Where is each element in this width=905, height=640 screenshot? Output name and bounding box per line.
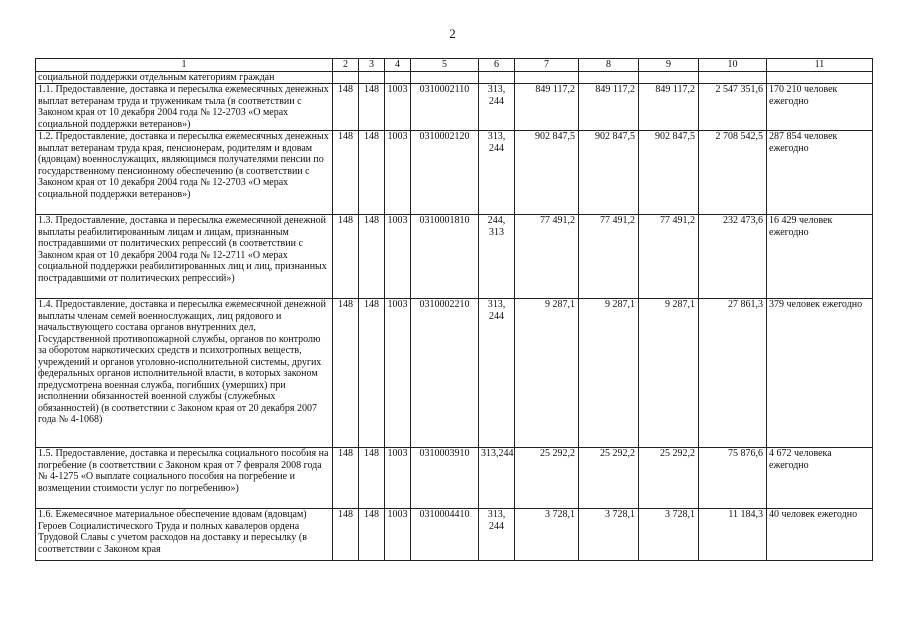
- cell-target-code: 0310001810: [411, 215, 479, 299]
- cell-amount-7: 902 847,5: [515, 131, 579, 215]
- cell-amount-9: 9 287,1: [639, 299, 699, 448]
- cell-result: 4 672 человека ежегодно: [767, 448, 873, 509]
- cell-section-code: 1003: [385, 448, 411, 509]
- cell-result: 40 человек ежегодно: [767, 509, 873, 561]
- cell-section-code: 1003: [385, 299, 411, 448]
- cell-section-code: 1003: [385, 131, 411, 215]
- cell-amount-7: 77 491,2: [515, 215, 579, 299]
- cell-amount-8: 849 117,2: [579, 84, 639, 131]
- cell-amount-7: 849 117,2: [515, 84, 579, 131]
- cell-total: 2 547 351,6: [699, 84, 767, 131]
- cell-result: 287 854 человек ежегодно: [767, 131, 873, 215]
- cell-result: 170 210 человек ежегодно: [767, 84, 873, 131]
- cell-expense-type: 313,244: [479, 448, 515, 509]
- cell-code-3: 148: [359, 448, 385, 509]
- cell-code-2: 148: [333, 84, 359, 131]
- cell-code-2: 148: [333, 299, 359, 448]
- cell-total: 11 184,3: [699, 509, 767, 561]
- row-description: 1.4. Предоставление, доставка и пересылка ежемесячной денежной выплаты членам семей военнослужащих, лиц рядового и начальствующего состава органов внутренних дел, Государственной противопожарной службы, органов по контролю за оборотом наркотических средств и психотропных веществ, учреждений и органов уголовно-исполнительной системы, других федеральных органов исполнительной власти, в которых законом предусмотрена военная служба, погибших (умерших) при исполнении обязанностей военной службы (служебных обязанностей) (в соответствии с Законом края от 20 декабря 2007 года № 4-1068): [36, 299, 333, 448]
- cell-target-code: 0310004410: [411, 509, 479, 561]
- program-table: [35, 58, 873, 561]
- cell-code-2: 148: [333, 215, 359, 299]
- cell-code-2: 148: [333, 448, 359, 509]
- cell-expense-type: 313, 244: [479, 131, 515, 215]
- cell-amount-8: 77 491,2: [579, 215, 639, 299]
- cell-code-2: 148: [333, 131, 359, 215]
- row-description: 1.5. Предоставление, доставка и пересылка социального пособия на погребение (в соответствии с Законом края от 7 февраля 2008 года № 4-1275 «О выплате социального пособия на погребение и возмещении стоимости услуг по погребению»): [36, 448, 333, 509]
- cell-amount-8: 25 292,2: [579, 448, 639, 509]
- cell-section-code: 1003: [385, 215, 411, 299]
- section-row: [36, 71, 873, 84]
- column-header-row: [36, 59, 873, 72]
- table-row: [36, 84, 873, 131]
- cell-code-3: 148: [359, 131, 385, 215]
- page-number: 2: [449, 26, 456, 41]
- cell-code-2: 148: [333, 509, 359, 561]
- cell-target-code: 0310002110: [411, 84, 479, 131]
- row-description: 1.2. Предоставление, доставка и пересылка ежемесячных денежных выплат ветеранам труда края, пенсионерам, родителям и вдовам (вдовцам) военнослужащих, являющимся получателями пенсии по государственному пенсионному обеспечению (в соответствии с Законом края от 10 декабря 2004 года № 12-2703 «О мерах социальной поддержки ветеранов»): [36, 131, 333, 215]
- cell-total: 2 708 542,5: [699, 131, 767, 215]
- cell-target-code: 0310002210: [411, 299, 479, 448]
- cell-amount-8: 9 287,1: [579, 299, 639, 448]
- cell-expense-type: 313, 244: [479, 509, 515, 561]
- cell-amount-7: 3 728,1: [515, 509, 579, 561]
- column-header: 1: [36, 59, 333, 72]
- cell-target-code: 0310003910: [411, 448, 479, 509]
- column-header: 5: [411, 59, 479, 72]
- cell-amount-9: 3 728,1: [639, 509, 699, 561]
- column-header: 9: [639, 59, 699, 72]
- cell-expense-type: 313, 244: [479, 84, 515, 131]
- cell-amount-8: 3 728,1: [579, 509, 639, 561]
- cell-target-code: 0310002120: [411, 131, 479, 215]
- cell-code-3: 148: [359, 299, 385, 448]
- table-row: [36, 448, 873, 509]
- row-description: 1.6. Ежемесячное материальное обеспечение вдовам (вдовцам) Героев Социалистического Труда и полных кавалеров ордена Трудовой Славы с учетом расходов на доставку и пересылку (в соответствии с Законом края: [36, 509, 333, 561]
- column-header: 10: [699, 59, 767, 72]
- cell-total: 75 876,6: [699, 448, 767, 509]
- cell-code-3: 148: [359, 215, 385, 299]
- cell-amount-8: 902 847,5: [579, 131, 639, 215]
- cell-amount-7: 25 292,2: [515, 448, 579, 509]
- column-header: 6: [479, 59, 515, 72]
- cell-result: 379 человек ежегодно: [767, 299, 873, 448]
- column-header: 2: [333, 59, 359, 72]
- column-header: 4: [385, 59, 411, 72]
- cell-expense-type: 244, 313: [479, 215, 515, 299]
- cell-amount-9: 25 292,2: [639, 448, 699, 509]
- row-description: 1.1. Предоставление, доставка и пересылка ежемесячных денежных выплат ветеранам труда и труженикам тыла (в соответствии с Законом края от 10 декабря 2004 года № 12-2703 «О мерах социальной поддержки ветеранов»): [36, 84, 333, 131]
- cell-amount-9: 849 117,2: [639, 84, 699, 131]
- column-header: 7: [515, 59, 579, 72]
- cell-amount-9: 77 491,2: [639, 215, 699, 299]
- cell-section-code: 1003: [385, 84, 411, 131]
- cell-amount-7: 9 287,1: [515, 299, 579, 448]
- column-header: 8: [579, 59, 639, 72]
- cell-total: 27 861,3: [699, 299, 767, 448]
- cell-section-code: 1003: [385, 509, 411, 561]
- table-row: [36, 509, 873, 561]
- cell-result: 16 429 человек ежегодно: [767, 215, 873, 299]
- column-header: 11: [767, 59, 873, 72]
- table-row: [36, 299, 873, 448]
- column-header: 3: [359, 59, 385, 72]
- cell-expense-type: 313, 244: [479, 299, 515, 448]
- row-description: 1.3. Предоставление, доставка и пересылка ежемесячной денежной выплаты реабилитированным лицам и лицам, признанным пострадавшими от политических репрессий (в соответствии с Законом края от 10 декабря 2004 года № 12-2711 «О мерах социальной поддержки реабилитированных лиц и лиц, признанных пострадавшими от политических репрессий»): [36, 215, 333, 299]
- table-row: [36, 131, 873, 215]
- cell-code-3: 148: [359, 84, 385, 131]
- section-title: социальной поддержки отдельным категориям граждан: [36, 71, 333, 84]
- cell-amount-9: 902 847,5: [639, 131, 699, 215]
- cell-code-3: 148: [359, 509, 385, 561]
- table-row: [36, 215, 873, 299]
- cell-total: 232 473,6: [699, 215, 767, 299]
